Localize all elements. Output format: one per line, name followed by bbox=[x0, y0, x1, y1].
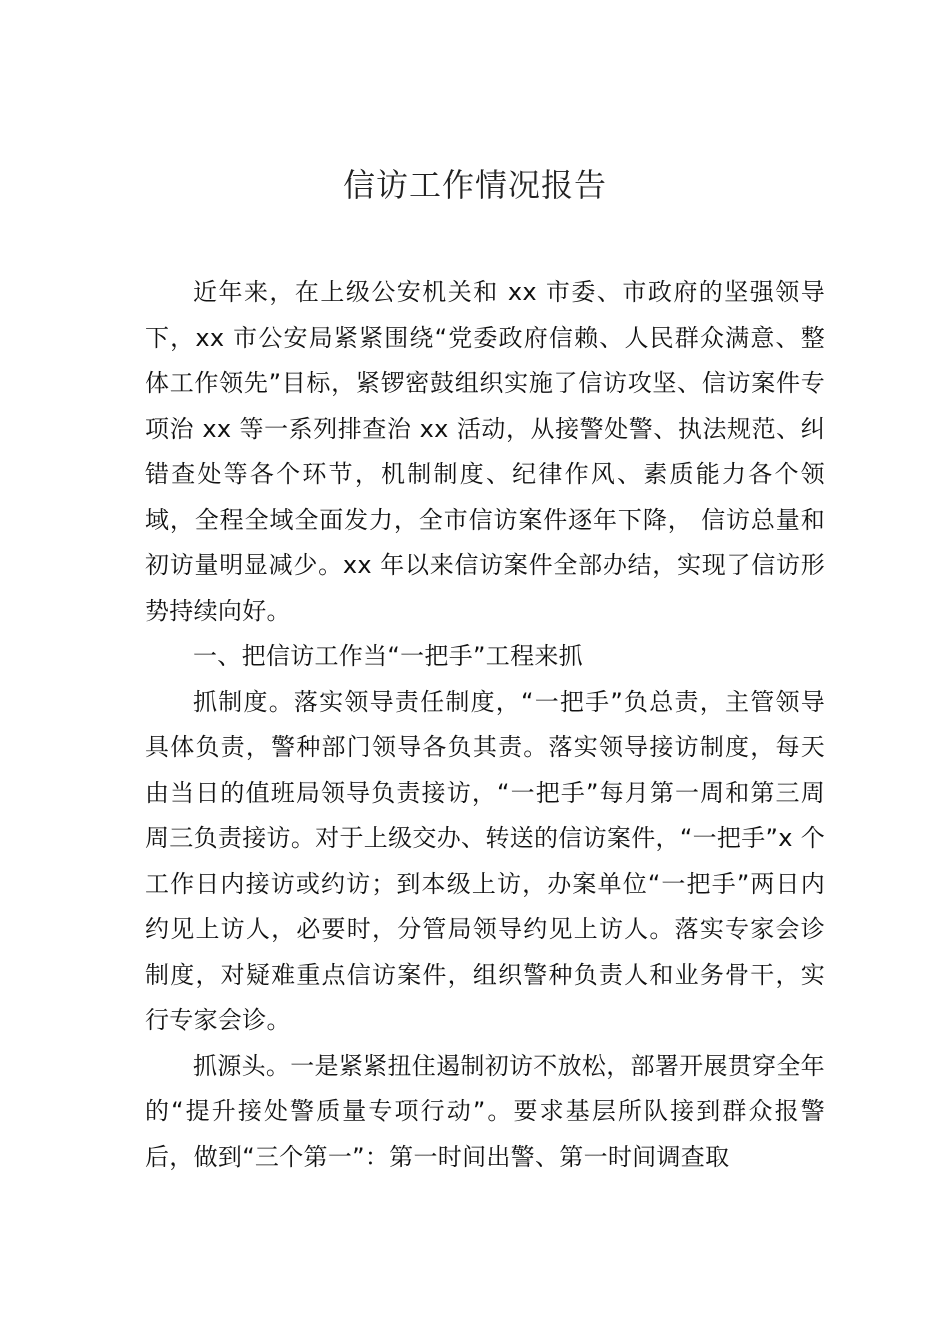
section-heading-1: 一、把信访工作当“一把手”工程来抓 bbox=[193, 642, 583, 670]
paragraph-intro: 近年来，在上级公安机关和 xx 市委、市政府的坚强领导下，xx 市公安局紧紧围绕“党委政府信赖、人民群众满意、整体工作领先”目标，紧锣密鼓组织实施了信访攻坚、信访案件专项治 xx 等一系列排查治 xx 活动，从接警处警、执法规范、纠错查处等各个环节，机制制度、纪律作风、素质能力各个领域，全程全域全面发力，全市信访案件逐年下降， 信访总量和初访量明显减少。xx 年以来信访案件全部办结，实现了信访形势持续向好。 bbox=[145, 278, 825, 625]
paragraph-system: 抓制度。落实领导责任制度，“一把手”负总责，主管领导具体负责，警种部门领导各负其责。落实领导接访制度，每天由当日的值班局领导负责接访，“一把手”每月第一周和第三周周三负责接访。对于上级交办、转送的信访案件，“一把手”x 个工作日内接访或约访；到本级上访，办案单位“一把手”两日内约见上访人，必要时，分管局领导约见上访人。落实专家会诊制度，对疑难重点信访案件，组织警种负责人和业务骨干，实行专家会诊。 bbox=[145, 687, 825, 1034]
paragraph-source: 抓源头。一是紧紧扭住遏制初访不放松，部署开展贯穿全年的“提升接处警质量专项行动”。要求基层所队接到群众报警后，做到“三个第一”：第一时间出警、第一时间调查取 bbox=[145, 1051, 825, 1171]
document-title: 信访工作情况报告 bbox=[342, 166, 607, 204]
document-body bbox=[145, 270, 825, 1180]
